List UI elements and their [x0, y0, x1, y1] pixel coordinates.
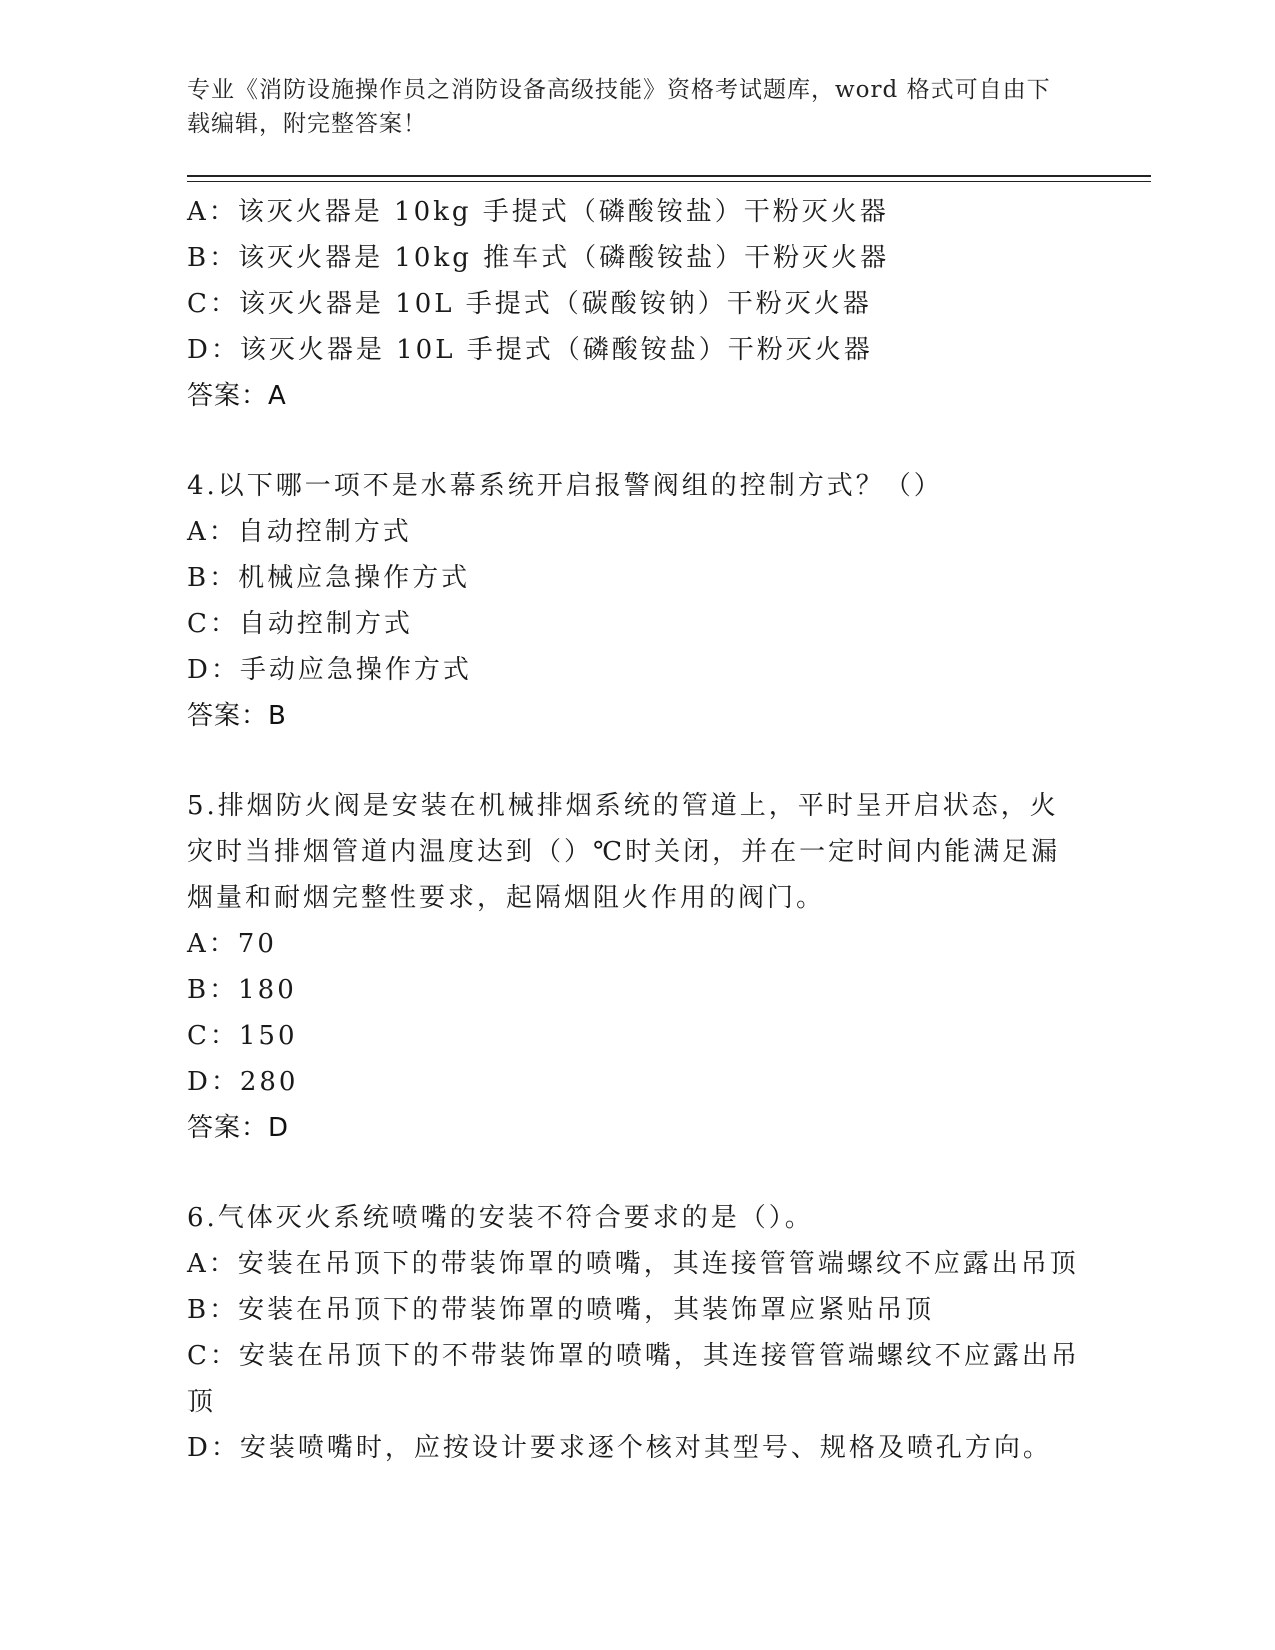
option-c: C：自动控制方式 [187, 609, 413, 639]
question-5 [187, 783, 1087, 1151]
option-a: A：安装在吊顶下的带装饰罩的喷嘴，其连接管管端螺纹不应露出吊顶 [187, 1249, 1079, 1279]
question-text-line-2: 灾时当排烟管道内温度达到（）℃时关闭，并在一定时间内能满足漏 [187, 837, 1061, 867]
option-c-continued: 顶 [187, 1387, 217, 1417]
spacer [187, 419, 1087, 463]
option-c: C：安装在吊顶下的不带装饰罩的喷嘴，其连接管管端螺纹不应露出吊 [187, 1341, 1080, 1371]
question-list [187, 189, 1087, 1471]
spacer [187, 739, 1087, 783]
option-c: C：该灭火器是 10L 手提式（碳酸铵钠）干粉灭火器 [187, 289, 872, 319]
question-6 [187, 1195, 1087, 1471]
header-line-2: 载编辑，附完整答案！ [187, 111, 427, 137]
option-a: A：自动控制方式 [187, 517, 412, 547]
header-rule-thin [187, 181, 1151, 182]
question-text: 6.气体灭火系统喷嘴的安装不符合要求的是（）。 [187, 1203, 814, 1233]
document-header [187, 73, 1087, 141]
option-d: D：手动应急操作方式 [187, 655, 472, 685]
answer-label: 答案：B [187, 701, 287, 731]
question-4 [187, 463, 1087, 739]
option-d: D：280 [187, 1067, 299, 1097]
option-d: D：安装喷嘴时，应按设计要求逐个核对其型号、规格及喷孔方向。 [187, 1433, 1052, 1463]
option-a: A：该灭火器是 10kg 手提式（磷酸铵盐）干粉灭火器 [187, 197, 889, 227]
question-text-line-3: 烟量和耐烟完整性要求，起隔烟阻火作用的阀门。 [187, 883, 826, 913]
option-b: B：180 [187, 975, 297, 1005]
header-line-1: 专业《消防设施操作员之消防设备高级技能》资格考试题库，word 格式可自由下 [187, 77, 1051, 103]
option-d: D：该灭火器是 10L 手提式（磷酸铵盐）干粉灭火器 [187, 335, 873, 365]
option-b: B：安装在吊顶下的带装饰罩的喷嘴，其装饰罩应紧贴吊顶 [187, 1295, 935, 1325]
answer-label: 答案：D [187, 1113, 290, 1143]
option-b: B：该灭火器是 10kg 推车式（磷酸铵盐）干粉灭火器 [187, 243, 890, 273]
question-3 [187, 189, 1087, 419]
option-a: A：70 [187, 929, 277, 959]
header-rule-thick [187, 175, 1151, 177]
spacer [187, 1151, 1087, 1195]
question-text: 4.以下哪一项不是水幕系统开启报警阀组的控制方式？（） [187, 471, 943, 501]
option-c: C：150 [187, 1021, 298, 1051]
question-text-line-1: 5.排烟防火阀是安装在机械排烟系统的管道上，平时呈开启状态，火 [187, 791, 1059, 821]
option-b: B：机械应急操作方式 [187, 563, 471, 593]
answer-label: 答案：A [187, 381, 287, 411]
